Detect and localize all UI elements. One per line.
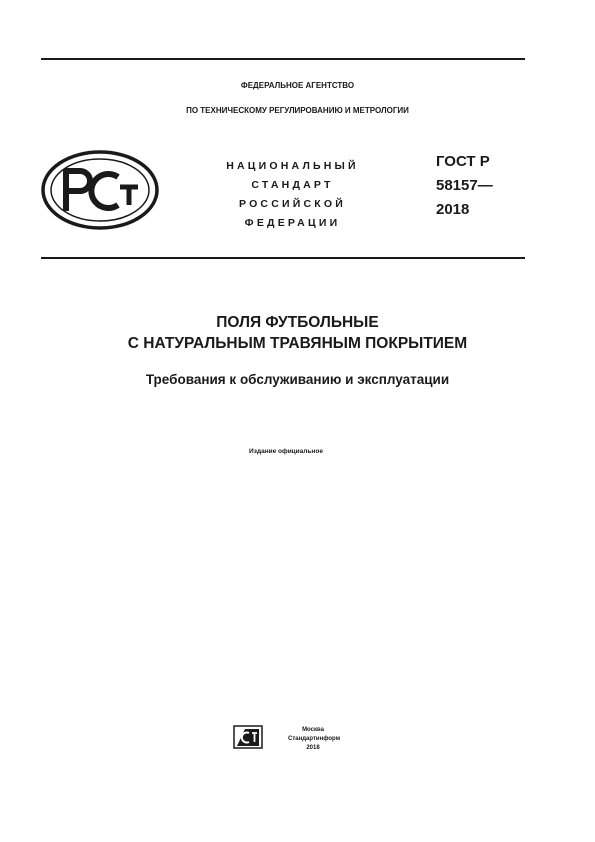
- publisher-year: 2018: [306, 745, 320, 751]
- publisher-city: Москва: [302, 727, 324, 733]
- middle-rule: [41, 257, 525, 259]
- publisher-block: [288, 726, 341, 753]
- national-line-1: НАЦИОНАЛЬНЫЙ: [226, 160, 359, 172]
- national-line-2: СТАНДАРТ: [251, 179, 334, 191]
- national-line-3: РОССИЙСКОЙ: [239, 198, 346, 210]
- rst-certification-mark-icon: [40, 149, 160, 231]
- title-line-1: ПОЛЯ ФУТБОЛЬНЫЕ: [216, 314, 379, 331]
- national-line-4: ФЕДЕРАЦИИ: [244, 217, 341, 229]
- document-title: [0, 312, 595, 354]
- standartinform-logo-icon: [233, 725, 263, 749]
- national-standard-label: [205, 157, 380, 233]
- publisher-name: Стандартинформ: [288, 736, 341, 742]
- agency-line-2: ПО ТЕХНИЧЕСКОМУ РЕГУЛИРОВАНИЮ И МЕТРОЛОГИИ: [186, 106, 409, 115]
- title-line-2: С НАТУРАЛЬНЫМ ТРАВЯНЫМ ПОКРЫТИЕМ: [127, 335, 468, 352]
- designation-line-3: 2018: [436, 201, 470, 218]
- document-subtitle: Требования к обслуживанию и эксплуатации: [145, 372, 450, 387]
- edition-note: Издание официальное: [249, 448, 323, 455]
- designation-line-2: 58157—: [436, 177, 493, 194]
- standard-designation: [436, 150, 493, 222]
- agency-line-1: ФЕДЕРАЛЬНОЕ АГЕНТСТВО: [240, 81, 355, 90]
- top-rule: [41, 58, 525, 60]
- designation-line-1: ГОСТ Р: [436, 153, 490, 170]
